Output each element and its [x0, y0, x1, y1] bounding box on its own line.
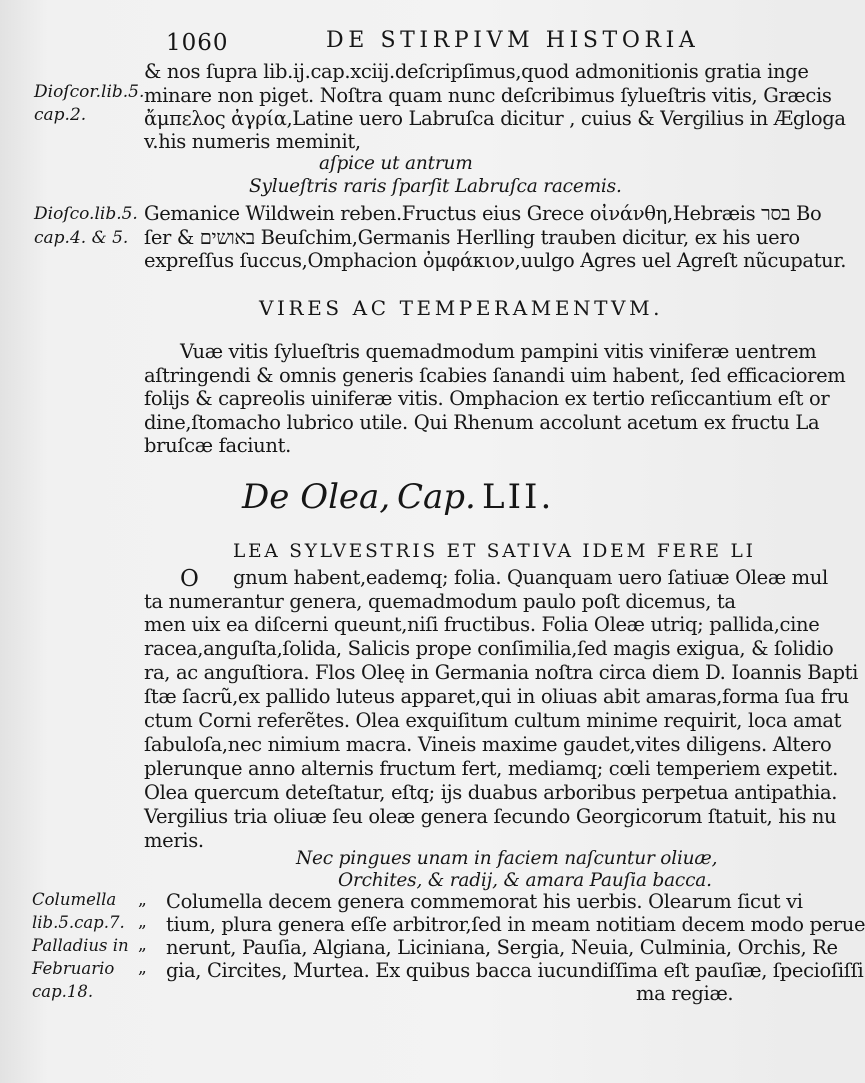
verse-line: Orchites, & radij, & amara Pauſia bacca. [338, 870, 712, 891]
body-line: ma regiæ. [636, 982, 734, 1005]
body-line: nerunt, Pauſia, Algiana, Liciniana, Sergia, Neuia, Culminia, Orchis, Re [166, 936, 838, 959]
folio-number: 1060 [166, 30, 229, 56]
margin-note: lib.5.cap.7. [32, 913, 125, 932]
body-line: racea,anguſta,ſolida, Salicis prope conſimilia,ſed magis exigua, & ſolidio [144, 637, 834, 660]
body-line: minare non piget. Noſtra quam nunc deſcribimus ſylueſtris vitis, Græcis [144, 84, 832, 107]
body-line: ta numerantur genera, quemadmodum paulo poſt dicemus, ta [144, 590, 736, 613]
margin-note: cap.2. [34, 105, 87, 125]
margin-note: Columella [32, 890, 117, 909]
body-line: v.his numeris meminit, [144, 130, 361, 153]
body-line: Columella decem genera commemorat his uerbis. Olearum ſicut vi [166, 890, 803, 913]
body-line: Olea quercum deteſtatur, eſtq; ijs duabus arboribus perpetua antipathia. [144, 781, 838, 804]
verse-line: Sylueſtris raris ſparſit Labruſca racemis. [249, 176, 622, 197]
body-line: Vuæ vitis ſylueſtris quemadmodum pampini vitis viniferæ uentrem [180, 340, 817, 363]
body-line: bruſcæ faciunt. [144, 434, 291, 457]
chapter-title: De Olea, [242, 477, 391, 517]
body-line: ra, ac anguſtiora. Flos Oleę in Germania noſtra circa diem D. Ioannis Bapti [144, 661, 858, 684]
body-line: Vergilius tria oliuæ ſeu oleæ genera ſecundo Georgicorum ſtatuit, his nu [144, 805, 837, 828]
body-line: dine,ſtomacho lubrico utile. Qui Rhenum accolunt acetum ex fructu La [144, 411, 820, 434]
quote-mark: „ [138, 958, 147, 978]
quote-mark: „ [138, 935, 147, 955]
body-line: men uix ea diſcerni queunt,niſi fructibus. Folia Oleæ utriq; pallida,cine [144, 613, 820, 636]
body-line: ſtæ ſacrũ,ex pallido luteus apparet,qui in oliuas abit amaras,forma ſua fru [144, 685, 849, 708]
body-line: meris. [144, 829, 204, 852]
body-line: folijs & capreolis uiniferæ vitis. Omphacion ex tertio reſiccantium eſt or [144, 387, 830, 410]
chapter-cap-label: Cap. [397, 477, 476, 517]
body-line: ctum Corni referẽtes. Olea exquiſitum cultum minime requirit, loca amat [144, 709, 842, 732]
quote-mark: „ [138, 912, 147, 932]
body-line: aſtringendi & omnis generis ſcabies ſanandi uim habent, ſed efficaciorem [144, 364, 846, 387]
quote-mark: „ [138, 890, 147, 910]
margin-note: Februario [32, 959, 115, 978]
verse-line: Nec pingues unam in faciem naſcuntur oliuæ, [296, 848, 718, 869]
margin-note: Dioſco.lib.5. [34, 204, 138, 224]
body-line: ἄμπελος ἀγρία,Latine uero Labruſca dicitur , cuius & Vergilius in Ægloga [144, 107, 846, 130]
body-line: & nos ſupra lib.ij.cap.xciij.deſcripſimus,quod admonitionis gratia inge [144, 60, 809, 83]
body-line: ſabuloſa,nec nimium macra. Vineis maxime gaudet,vites diligens. Altero [144, 733, 832, 756]
body-line: Gemanice Wildwein reben.Fructus eius Grece οἰνάνθη,Hebræis בסר Bo [144, 202, 822, 225]
body-line: expreſſus ſuccus,Omphacion ὀμφάκιον,uulgo Agres uel Agreſt nũcupatur. [144, 249, 847, 272]
opening-caps-line: LEA SYLVESTRIS ET SATIVA IDEM FERE LI [233, 541, 756, 562]
body-line: gnum habent,eademq; folia. Quanquam uero ſatiuæ Oleæ mul [233, 566, 828, 589]
body-line: gia, Circites, Murtea. Ex quibus bacca iucundiſſima eſt pauſiæ, ſpecioſiſſi [166, 959, 864, 982]
verse-line: aſpice ut antrum [319, 153, 473, 174]
margin-note: Palladius in [32, 936, 129, 955]
section-heading: VIRES AC TEMPERAMENTVM. [259, 296, 664, 320]
margin-note: Dioſcor.lib.5. [34, 82, 145, 102]
body-line: plerunque anno alternis fructum fert, mediamq; cœli temperiem expetit. [144, 757, 838, 780]
initial-letter: O [180, 566, 199, 592]
margin-note: cap.4. & 5. [34, 228, 129, 248]
margin-note: cap.18. [32, 982, 94, 1001]
body-line: tium, plura genera eſſe arbitror,ſed in meam notitiam decem modo perue [166, 913, 865, 936]
body-line: ſer & באושים Beuſchim,Germanis Herlling trauben dicitur, ex his uero [144, 226, 800, 249]
running-head: DE STIRPIVM HISTORIA [326, 28, 700, 53]
chapter-number: LII. [482, 477, 555, 517]
